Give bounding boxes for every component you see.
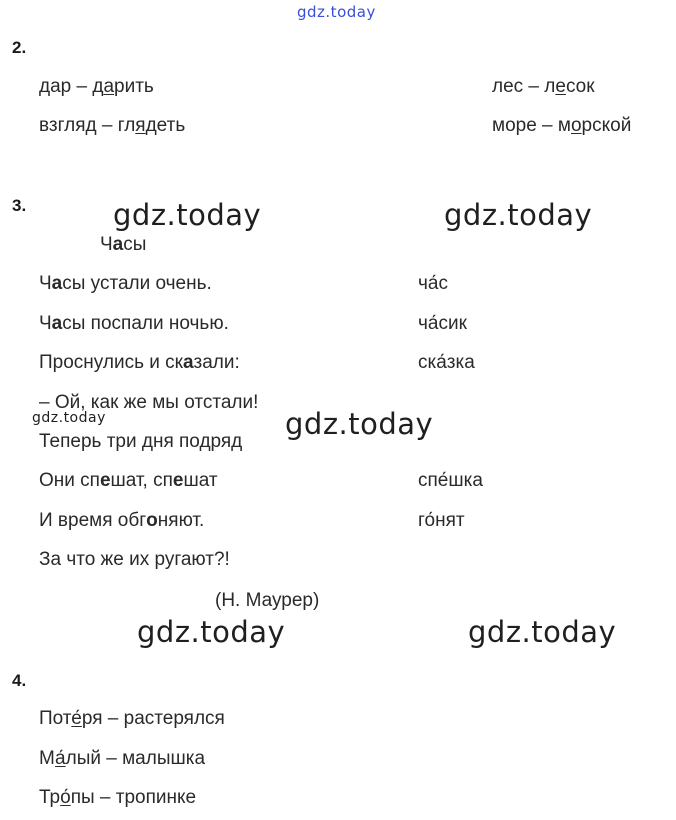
stress-word-5: го́нят	[418, 510, 465, 531]
poem-line-8: За что же их ругают?!	[39, 549, 230, 570]
ex4-line-1: Поте́ря – растерялся	[39, 708, 225, 729]
exercise-number-4: 4.	[12, 671, 27, 690]
poem-line-7: И время обгоняют.	[39, 510, 205, 531]
watermark-small: gdz.today	[32, 410, 106, 426]
poem-line-1: Часы устали очень.	[39, 273, 212, 294]
stress-word-2: ча́сик	[418, 313, 467, 334]
ex2-left-line-1: дар – дарить	[39, 76, 154, 97]
stress-word-4: спе́шка	[418, 470, 483, 491]
poem-line-3: Проснулись и сказали:	[39, 352, 240, 373]
ex4-line-2: Ма́лый – малышка	[39, 748, 206, 769]
ex2-right-line-2: море – морской	[492, 115, 632, 136]
exercise-number-3: 3.	[12, 196, 27, 215]
ex4-line-3: Тро́пы – тропинке	[39, 787, 197, 808]
ex2-right-line-1: лес – лесок	[492, 76, 595, 97]
stress-word-1: ча́с	[418, 273, 448, 294]
ex2-left-line-2: взгляд – глядеть	[39, 115, 186, 136]
poem-line-5: Теперь три дня подряд	[39, 431, 243, 452]
poem-line-4: – Ой, как же мы отстали!	[39, 392, 259, 413]
poem-line-6: Они спешат, спешат	[39, 470, 218, 491]
poem-author: (Н. Маурер)	[215, 590, 320, 611]
watermark-3: gdz.today	[285, 407, 434, 441]
stress-word-3: ска́зка	[418, 352, 475, 373]
watermark-5: gdz.today	[468, 615, 617, 649]
watermark-top: gdz.today	[297, 3, 376, 21]
watermark-1: gdz.today	[113, 198, 262, 232]
poem-line-2: Часы поспали ночью.	[39, 313, 229, 334]
watermark-4: gdz.today	[137, 615, 286, 649]
exercise-number-2: 2.	[12, 38, 27, 57]
poem-title: Часы	[100, 234, 147, 255]
watermark-2: gdz.today	[444, 198, 593, 232]
